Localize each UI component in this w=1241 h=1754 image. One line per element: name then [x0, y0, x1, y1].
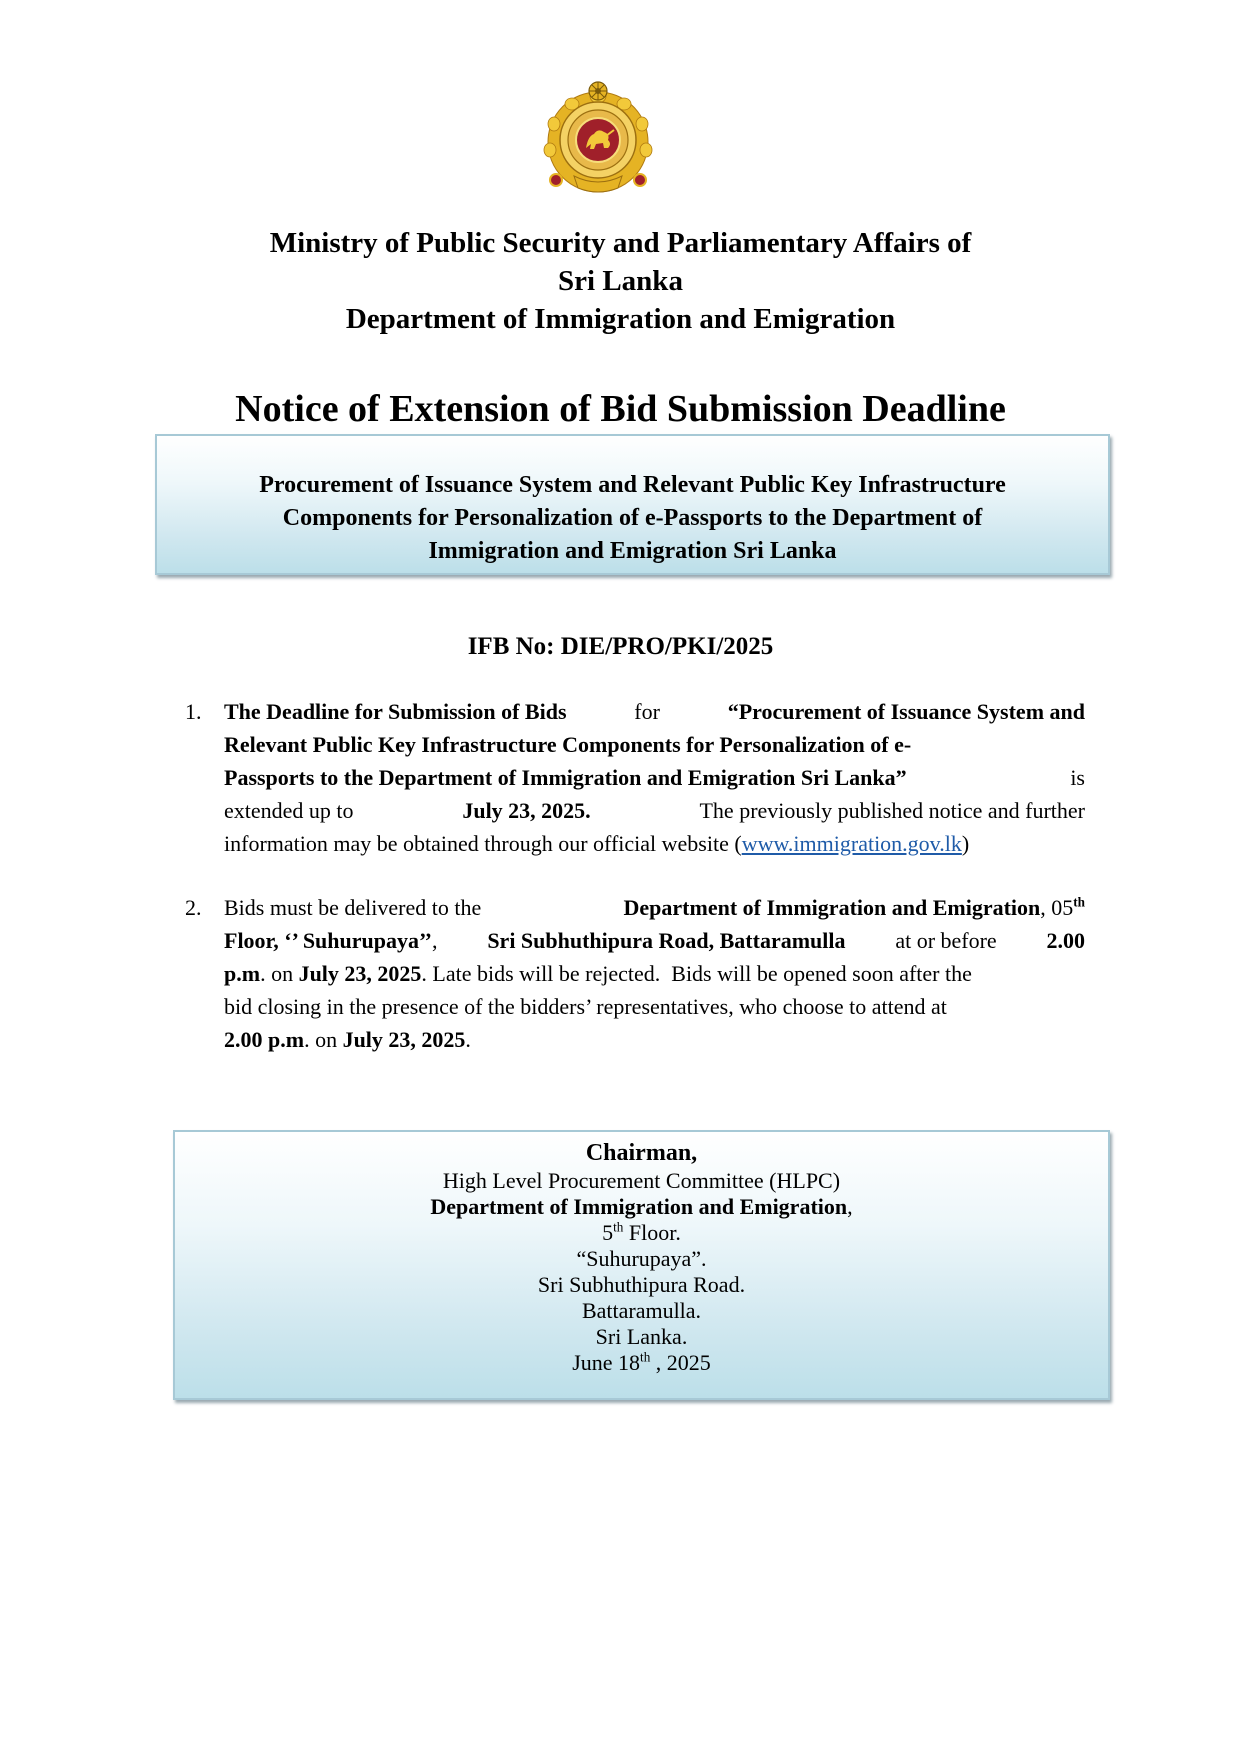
- address-city: Battaramulla.: [581, 1298, 702, 1323]
- procurement-title-box: [155, 434, 1110, 575]
- notice-date: June 18th , 2025: [572, 1349, 711, 1375]
- department-heading: Department of Immigration and Emigration: [345, 303, 896, 335]
- item-number: 1.: [185, 699, 202, 724]
- ministry-line-2: Sri Lanka: [558, 265, 683, 297]
- notice-title: Notice of Extension of Bid Submission Deadline: [235, 388, 1006, 430]
- sri-lanka-emblem-icon: [536, 78, 660, 198]
- address-road: Sri Subhuthipura Road.: [537, 1272, 746, 1297]
- website-link[interactable]: www.immigration.gov.lk: [741, 831, 962, 856]
- address-building: “Suhurupaya”.: [576, 1246, 707, 1271]
- signature-block: [175, 1138, 1108, 1376]
- ministry-line-1: Ministry of Public Security and Parliamentary Affairs of: [269, 227, 972, 259]
- procurement-line-2: Components for Personalization of e-Passports to the Department of: [282, 505, 983, 531]
- item-number: 2.: [185, 895, 202, 920]
- signatory-title: Chairman,: [585, 1140, 698, 1166]
- ministry-heading: [0, 224, 1241, 338]
- procurement-title: [157, 469, 1108, 568]
- signature-box: [173, 1130, 1110, 1400]
- procurement-line-1: Procurement of Issuance System and Relevant Public Key Infrastructure: [259, 472, 1006, 498]
- item-text: The Deadline for Submission of Bids for “Procurement of Issuance System and Relevant Public Key Infrastructure Components for Personalization of e- Passports to the Department of Immigration and Emigration Sri Lanka” is extended up to July 23, 2025. The previously published notice and further information may be obtained through our official website (www.immigration.gov.lk): [224, 699, 1085, 856]
- ifb-number: IFB No: DIE/PRO/PKI/2025: [467, 633, 774, 660]
- committee-name: High Level Procurement Committee (HLPC): [442, 1168, 841, 1193]
- address-floor: 5th Floor.: [602, 1219, 681, 1245]
- address-country: Sri Lanka.: [595, 1324, 688, 1349]
- procurement-line-3: Immigration and Emigration Sri Lanka: [428, 538, 837, 564]
- item-text: Bids must be delivered to the Department of Immigration and Emigration, 05th Floor, ‘’ Suhurupaya’’, Sri Subhuthipura Road, Battaramulla at or before 2.00 p.m. on July 23, 2025. Late bids will be rejected. Bids will be opened soon after the bid closing in the presence of the bidders’ representatives, who choose to attend at 2.00 p.m. on July 23, 2025.: [224, 894, 1085, 1052]
- signature-department: Department of Immigration and Emigration,: [430, 1194, 853, 1219]
